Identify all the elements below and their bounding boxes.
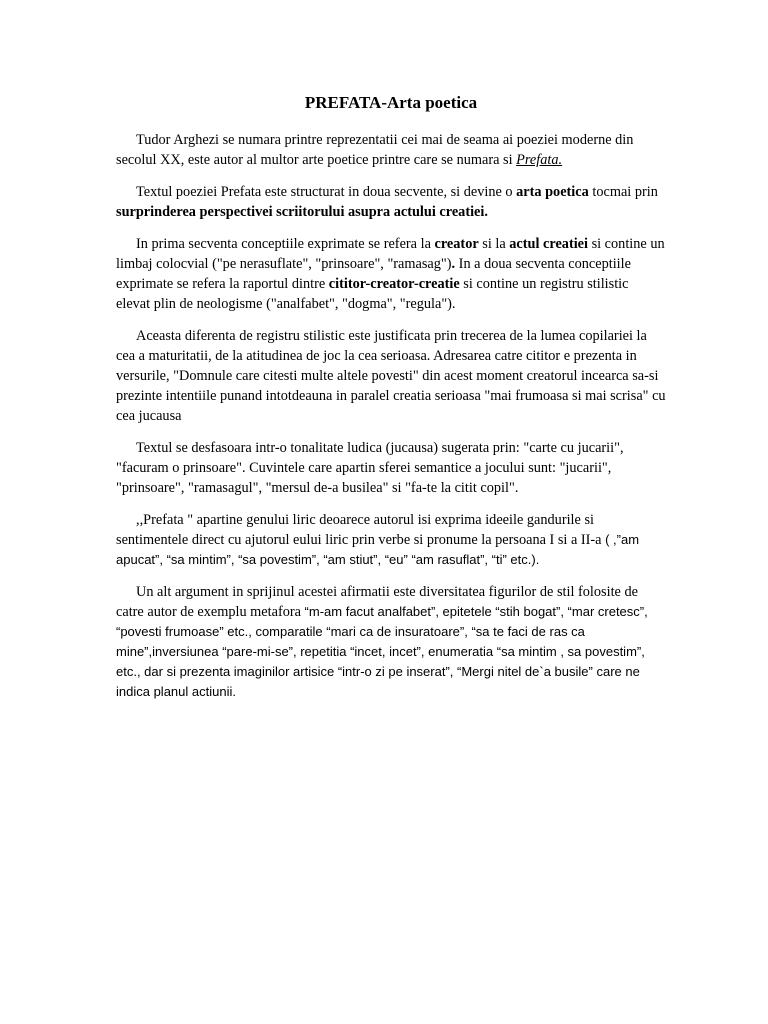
p1-prefata-underlined: Prefata.	[516, 152, 563, 168]
paragraph-3	[116, 234, 666, 314]
paragraph-5: Textul se desfasoara intr-o tonalitate ludica (jucausa) sugerata prin: "carte cu jucarii", "facuram o prinsoare". Cuvintele care apartin sferei semantice a jocului sunt: "jucarii", "prinsoare", "ramasagul", "mersul de-a busilea" si "fa-te la citit copil".	[116, 440, 624, 496]
p2-text-2: tocmai prin	[588, 184, 658, 200]
p3-text-1: In prima secventa conceptiile exprimate se refera la	[136, 236, 435, 252]
p1-text: Tudor Arghezi se numara printre reprezentatii cei mai de seama ai poeziei moderne din secolul XX, este autor al multor arte poetice printre care se numara si	[116, 132, 634, 168]
p7-quotes: “m-am facut analfabet”, epitetele “stih bogat”, “mar cretesc”, “povesti frumoase” etc., comparatile “mari ca de insuratoare”, “sa te faci de ras ca mine”,inversiunea “pare-mi-se”, repetitia “incet, incet”, enumeratia “sa mintim , sa povestim”, etc., dar si prezenta imaginilor artisice “intr-o zi pe inserat”, “Mergi nitel de`a busile” care ne indica planul actiunii.	[116, 604, 648, 699]
p3-text-5: si contine un registru stilistic elevat plin de neologisme ("analfabet", "dogma", "regula").	[116, 276, 629, 312]
p3-text-4: In a doua secventa conceptiile exprimate se refera la raportul dintre	[116, 256, 631, 292]
paragraph-6	[116, 510, 666, 570]
p3-text-2: si la	[478, 236, 510, 252]
p3-bold-period: .	[451, 256, 456, 272]
paragraph-7	[116, 582, 666, 702]
p2-bold-arta-poetica: arta poetica	[516, 184, 589, 200]
document-page	[116, 92, 666, 714]
p6-quotes: ( ,”am apucat”, “sa mintim”, “sa povestim”, “am stiut”, “eu” “am rasuflat”, “ti” etc.).	[116, 532, 640, 567]
p3-bold-actul-creatiei: actul creatiei	[509, 236, 588, 252]
p2-text-1: Textul poeziei Prefata este structurat in doua secvente, si devine o	[136, 184, 517, 200]
p3-bold-creator: creator	[434, 236, 479, 252]
p7-text: Un alt argument in sprijinul acestei afirmatii este diversitatea figurilor de stil folosite de catre autor de exemplu metafora	[116, 584, 638, 620]
paragraph-1	[116, 130, 666, 170]
p3-text-3: si contine un limbaj colocvial ("pe nerasuflate", "prinsoare", "ramasag")	[116, 236, 665, 272]
document-title: PREFATA-Arta poetica	[304, 93, 478, 112]
p3-bold-cititor-creator-creatie: cititor-creator-creatie	[328, 276, 460, 292]
paragraph-2	[116, 182, 666, 222]
p6-text: ,,Prefata " apartine genului liric deoarece autorul isi exprima ideeile gandurile si sentimentele direct cu ajutorul eului liric prin verbe si pronume la persoana I si a II-a	[116, 512, 606, 548]
paragraph-4: Aceasta diferenta de registru stilistic este justificata prin trecerea de la lumea copilariei la cea a maturitatii, de la atitudinea de joc la cea serioasa. Adresarea catre cititor e prezenta in versurile, "Domnule care citesti multe altele povesti" din acest moment creatorul incearca sa-si prezinte intentiile punand intotdeauna in paralel creatia serioasa "mai frumoasa si mai scrisa" cu cea jucausa	[116, 328, 666, 424]
p2-bold-perspectiva: surprinderea perspectivei scriitorului asupra actului creatiei.	[116, 204, 488, 220]
